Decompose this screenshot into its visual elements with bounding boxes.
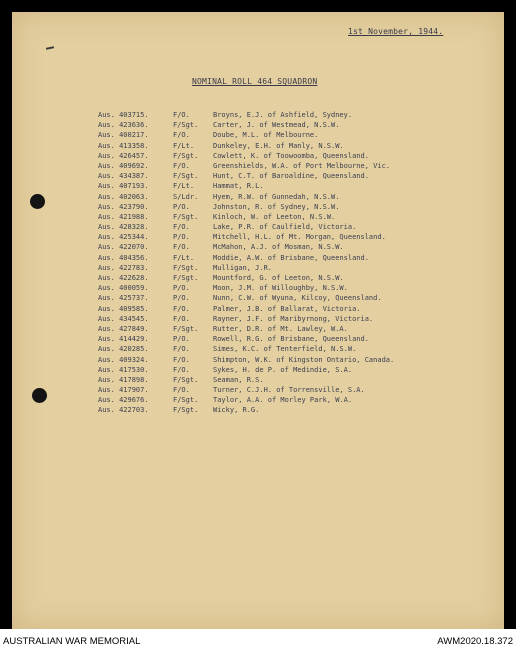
roll-entry — [98, 334, 488, 344]
rank: F/O. — [173, 131, 190, 140]
rank: F/Sgt. — [173, 375, 199, 384]
service-number: Aus. 400059. — [98, 284, 149, 293]
rank: F/O. — [173, 223, 190, 232]
member-name: Simes, K.C. of Tenterfield, N.S.W. — [213, 345, 357, 354]
member-name: Rowell, R.G. of Brisbane, Queensland. — [213, 335, 369, 344]
service-number: Aus. 417907. — [98, 386, 149, 395]
rank: F/O. — [173, 355, 190, 364]
service-number: Aus. 417898. — [98, 375, 149, 384]
member-name: Lake, P.R. of Caulfield, Victoria. — [213, 223, 357, 232]
service-number: Aus. 434545. — [98, 314, 149, 323]
roll-entry — [98, 181, 488, 191]
rank: F/O. — [173, 314, 190, 323]
rank: F/O. — [173, 243, 190, 252]
service-number: Aus. 422070. — [98, 243, 149, 252]
roll-entry — [98, 324, 488, 334]
punch-hole — [30, 194, 45, 209]
rank: P/O. — [173, 233, 190, 242]
member-name: Dunkeley, E.H. of Manly, N.S.W. — [213, 141, 344, 150]
roll-entry — [98, 161, 488, 171]
roll-entry — [98, 232, 488, 242]
member-name: Johnston, R. of Sydney, N.S.W. — [213, 202, 340, 211]
member-name: Doube, M.L. of Melbourne. — [213, 131, 319, 140]
service-number: Aus. 402063. — [98, 192, 149, 201]
document-page — [12, 12, 504, 629]
member-name: Hyem, R.W. of Gunnedah, N.S.W. — [213, 192, 340, 201]
rank: F/Sgt. — [173, 212, 199, 221]
roll-entry — [98, 283, 488, 293]
service-number: Aus. 428328. — [98, 223, 149, 232]
footer-institution: AUSTRALIAN WAR MEMORIAL — [3, 635, 141, 647]
service-number: Aus. 403715. — [98, 111, 149, 119]
roll-entry — [98, 395, 488, 405]
service-number: Aus. 426457. — [98, 151, 149, 160]
roll-entry — [98, 151, 488, 161]
member-name: Sykes, H. de P. of Medindie, S.A. — [213, 365, 353, 374]
service-number: Aus. 422703. — [98, 406, 149, 415]
roll-entry — [98, 212, 488, 222]
rank: F/O. — [173, 345, 190, 354]
service-number: Aus. 422628. — [98, 274, 149, 282]
roll-entry — [98, 171, 488, 181]
roll-entry — [98, 273, 488, 283]
rank: S/Ldr. — [173, 192, 199, 201]
rank: F/O. — [173, 304, 190, 313]
service-number: Aus. 417530. — [98, 365, 149, 374]
rank: P/O. — [173, 335, 190, 344]
footer-accession-number: AWM2020.18.372 — [437, 635, 513, 647]
roll-entry — [98, 263, 488, 273]
member-name: Greenshields, W.A. of Port Melbourne, Vic. — [213, 161, 391, 170]
service-number: Aus. 422783. — [98, 263, 149, 272]
roll-entry — [98, 344, 488, 354]
roll-entry — [98, 141, 488, 151]
member-name: Kinloch, W. of Leeton, N.S.W. — [213, 212, 336, 221]
document-date: 1st November, 1944. — [348, 27, 444, 36]
roll-entry — [98, 202, 488, 212]
member-name: Palmer, J.B. of Ballarat, Victoria. — [213, 304, 361, 313]
ink-mark — [46, 46, 54, 50]
rank: F/Lt. — [173, 182, 195, 191]
roll-entry — [98, 385, 488, 395]
member-name: McMahon, A.J. of Mosman, N.S.W. — [213, 243, 344, 252]
roll-entry — [98, 304, 488, 314]
member-name: Mulligan, J.R. — [213, 263, 273, 272]
rank: P/O. — [173, 202, 190, 211]
punch-hole — [32, 388, 47, 403]
rank: F/Sgt. — [173, 396, 199, 405]
member-name: Carter, J. of Westmead, N.S.W. — [213, 121, 340, 130]
rank: F/O. — [173, 386, 190, 395]
rank: F/O. — [173, 365, 190, 374]
service-number: Aus. 413358. — [98, 141, 149, 150]
member-name: Mountford, G. of Leeton, N.S.W. — [213, 274, 344, 282]
roll-entry — [98, 110, 488, 120]
member-name: Hammat, R.L. — [213, 182, 264, 191]
roll-entry — [98, 375, 488, 385]
rank: F/Sgt. — [173, 263, 199, 272]
member-name: Nunn, C.W. of Wyuna, Kilcoy, Queensland. — [213, 294, 382, 303]
rank: F/Sgt. — [173, 406, 199, 415]
roll-entry — [98, 405, 488, 415]
nominal-roll-list — [98, 110, 488, 416]
service-number: Aus. 414429. — [98, 335, 149, 344]
service-number: Aus. 409692. — [98, 161, 149, 170]
rank: F/Sgt. — [173, 274, 199, 282]
member-name: Shimpton, W.K. of Kingston Ontario, Canada. — [213, 355, 395, 364]
rank: F/O. — [173, 111, 190, 119]
rank: P/O. — [173, 284, 190, 293]
service-number: Aus. 425737. — [98, 294, 149, 303]
service-number: Aus. 434387. — [98, 172, 149, 181]
member-name: Moon, J.M. of Willoughby, N.S.W. — [213, 284, 348, 293]
rank: F/Lt. — [173, 253, 195, 262]
rank: F/Lt. — [173, 141, 195, 150]
roll-entry — [98, 120, 488, 130]
service-number: Aus. 407193. — [98, 182, 149, 191]
rank: F/Sgt. — [173, 172, 199, 181]
rank: P/O. — [173, 294, 190, 303]
roll-entry — [98, 293, 488, 303]
roll-entry — [98, 365, 488, 375]
member-name: Wicky, R.G. — [213, 406, 260, 415]
roll-entry — [98, 242, 488, 252]
service-number: Aus. 404356. — [98, 253, 149, 262]
roll-entry — [98, 355, 488, 365]
service-number: Aus. 421988. — [98, 212, 149, 221]
member-name: Rutter, D.R. of Mt. Lawley, W.A. — [213, 324, 348, 333]
roll-entry — [98, 253, 488, 263]
rank: F/Sgt. — [173, 324, 199, 333]
service-number: Aus. 423636. — [98, 121, 149, 130]
roll-entry — [98, 130, 488, 140]
document-title: NOMINAL ROLL 464 SQUADRON — [192, 77, 318, 86]
member-name: Cowlett, K. of Toowoomba, Queensland. — [213, 151, 369, 160]
service-number: Aus. 409324. — [98, 355, 149, 364]
service-number: Aus. 423790. — [98, 202, 149, 211]
footer-bar — [0, 629, 516, 653]
member-name: Taylor, A.A. of Morley Park, W.A. — [213, 396, 353, 405]
member-name: Turner, C.J.H. of Torrensville, S.A. — [213, 386, 365, 395]
service-number: Aus. 425344. — [98, 233, 149, 242]
service-number: Aus. 427849. — [98, 324, 149, 333]
roll-entry — [98, 222, 488, 232]
rank: F/Sgt. — [173, 121, 199, 130]
service-number: Aus. 429676. — [98, 396, 149, 405]
service-number: Aus. 409585. — [98, 304, 149, 313]
roll-entry — [98, 192, 488, 202]
rank: F/Sgt. — [173, 151, 199, 160]
service-number: Aus. 420285. — [98, 345, 149, 354]
rank: F/O. — [173, 161, 190, 170]
service-number: Aus. 400217. — [98, 131, 149, 140]
member-name: Hunt, C.T. of Baroaldine, Queensland. — [213, 172, 369, 181]
member-name: Rayner, J.F. of Maribyrnong, Victoria. — [213, 314, 374, 323]
member-name: Mitchell, H.L. of Mt. Morgan, Queensland. — [213, 233, 386, 242]
member-name: Broyns, E.J. of Ashfield, Sydney. — [213, 111, 353, 119]
member-name: Moddie, A.W. of Brisbane, Queensland. — [213, 253, 369, 262]
member-name: Seaman, R.S. — [213, 375, 264, 384]
roll-entry — [98, 314, 488, 324]
